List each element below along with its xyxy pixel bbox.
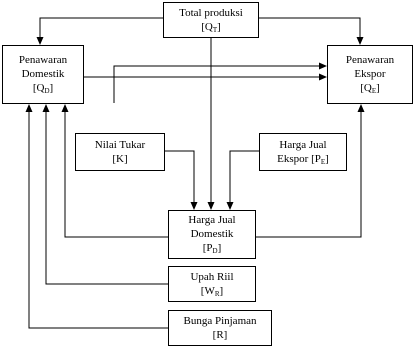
total-produksi-sub: T [212, 25, 218, 34]
node-penawaran-ekspor: Penawaran Ekspor $[Q_E]$ [327, 45, 413, 104]
penawaran-domestik-line2: Domestik [21, 68, 65, 80]
penawaran-domestik-line1: Penawaran [18, 54, 68, 66]
upah-riil-symbol: W [204, 284, 215, 297]
penawaran-domestik-symbol: Q [36, 82, 45, 94]
arrow-qd-to-ekspor [114, 66, 326, 103]
harga-jual-ekspor-line2: Ekspor [277, 152, 312, 165]
harga-jual-domestik-line1: Harga Jual [188, 214, 236, 226]
node-penawaran-domestik: Penawaran Domestik $[Q_D]$ [2, 45, 84, 104]
penawaran-ekspor-line2: Ekspor [354, 68, 386, 80]
harga-jual-domestik-sub: D [212, 247, 218, 255]
harga-jual-domestik-line2: Domestik [190, 228, 234, 240]
harga-jual-ekspor-sub: E [320, 157, 326, 166]
arrow-nilai-tukar-to-harga-domestik [165, 151, 194, 209]
penawaran-ekspor-sub: E [371, 87, 377, 95]
harga-jual-domestik-symbol: P [206, 242, 213, 254]
node-total-produksi: Total produksi $[Q_T]$ [163, 2, 259, 38]
node-upah-riil: Upah Riil $[W_R]$ [168, 266, 256, 302]
node-harga-jual-ekspor: Harga Jual Ekspor $[P_E]$ [259, 133, 347, 171]
upah-riil-sub: R [214, 289, 220, 298]
bunga-pinjaman-symbol: R [216, 329, 224, 341]
bunga-pinjaman-label: Bunga Pinjaman [183, 315, 257, 327]
arrow-upah-to-domestik [46, 105, 168, 284]
arrow-harga-domestik-to-domestik [65, 105, 168, 237]
harga-jual-ekspor-symbol: P [314, 152, 321, 165]
total-produksi-label: Total produksi [179, 6, 243, 19]
arrow-harga-ekspor-to-harga-domestik [230, 151, 259, 209]
node-nilai-tukar: Nilai Tukar [K] [75, 133, 165, 171]
arrow-harga-domestik-to-ekspor [256, 105, 361, 237]
arrow-total-to-ekspor [259, 18, 360, 44]
total-produksi-symbol: Q [204, 20, 213, 33]
node-bunga-pinjaman: Bunga Pinjaman [R] [168, 310, 272, 346]
harga-jual-ekspor-line1: Harga Jual [279, 138, 327, 151]
arrow-total-to-domestik [40, 18, 163, 44]
penawaran-ekspor-line1: Penawaran [345, 54, 395, 66]
nilai-tukar-label: Nilai Tukar [94, 139, 146, 151]
penawaran-ekspor-symbol: Q [363, 82, 372, 94]
penawaran-domestik-sub: D [44, 87, 50, 95]
nilai-tukar-symbol: K [116, 153, 124, 165]
upah-riil-label: Upah Riil [190, 270, 234, 283]
node-harga-jual-domestik: Harga Jual Domestik $[P_D]$ [168, 210, 256, 259]
